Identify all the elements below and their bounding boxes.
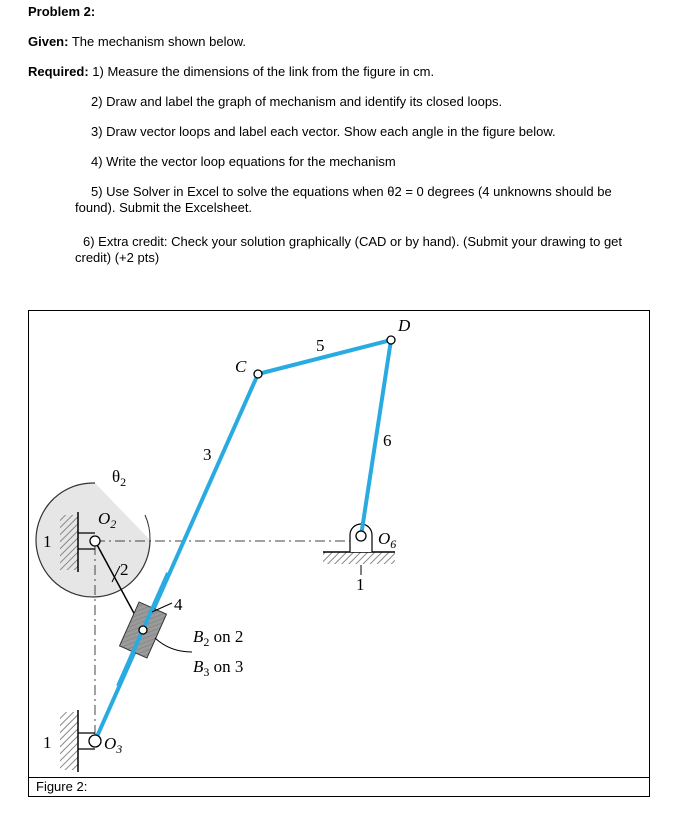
pin-b	[139, 626, 147, 634]
label-b2-on-2: $B_2$ on 2	[193, 627, 244, 649]
requirement-6: 6) Extra credit: Check your solution graphically (CAD or by hand). (Submit your drawing to get credit) (+2 pts)	[75, 234, 623, 265]
label-o3: $O_3$	[104, 734, 123, 756]
leader-b-label	[155, 638, 192, 652]
required-label: Required:	[28, 64, 89, 79]
pin-o6	[356, 531, 366, 541]
label-ground-left-bottom: 1	[43, 733, 52, 752]
label-link-2: 2	[120, 560, 129, 579]
label-ground-left-top: 1	[43, 532, 52, 551]
requirement-5: 5) Use Solver in Excel to solve the equations when θ2 = 0 degrees (4 unknowns should be found). Submit the Excelsheet.	[75, 184, 612, 215]
label-theta: $\theta_2$	[112, 467, 127, 489]
label-link-4: 4	[174, 595, 183, 614]
pin-d	[387, 336, 395, 344]
label-o6: $O_6$	[378, 529, 397, 551]
requirement-1: 1) Measure the dimensions of the link from the figure in cm.	[92, 64, 435, 79]
pin-o2	[90, 536, 100, 546]
ground-left-top-hatch	[60, 515, 78, 570]
label-ground-right: 1	[356, 575, 365, 594]
problem-title: Problem 2:	[28, 4, 96, 19]
ground-right-hatch	[323, 552, 395, 564]
label-link-6: 6	[383, 431, 392, 450]
label-o2: $O_2$	[98, 509, 117, 531]
pin-o3	[89, 735, 101, 747]
label-d: D	[398, 316, 411, 335]
label-link-5: 5	[316, 336, 325, 355]
pin-c	[254, 370, 262, 378]
label-b3-on-3: $B_3$ on 3	[193, 657, 244, 679]
requirement-4: 4) Write the vector loop equations for the mechanism	[91, 154, 396, 169]
ground-left-bottom-hatch	[60, 712, 78, 770]
link-5	[258, 340, 391, 374]
figure-caption: Figure 2:	[36, 779, 88, 794]
requirement-3: 3) Draw vector loops and label each vector. Show each angle in the figure below.	[91, 124, 556, 139]
label-link-3: 3	[203, 445, 212, 464]
given-text: The mechanism shown below.	[71, 34, 247, 49]
requirement-2: 2) Draw and label the graph of mechanism and identify its closed loops.	[91, 94, 503, 109]
given-label: Given:	[28, 34, 69, 49]
label-c: C	[235, 357, 247, 376]
